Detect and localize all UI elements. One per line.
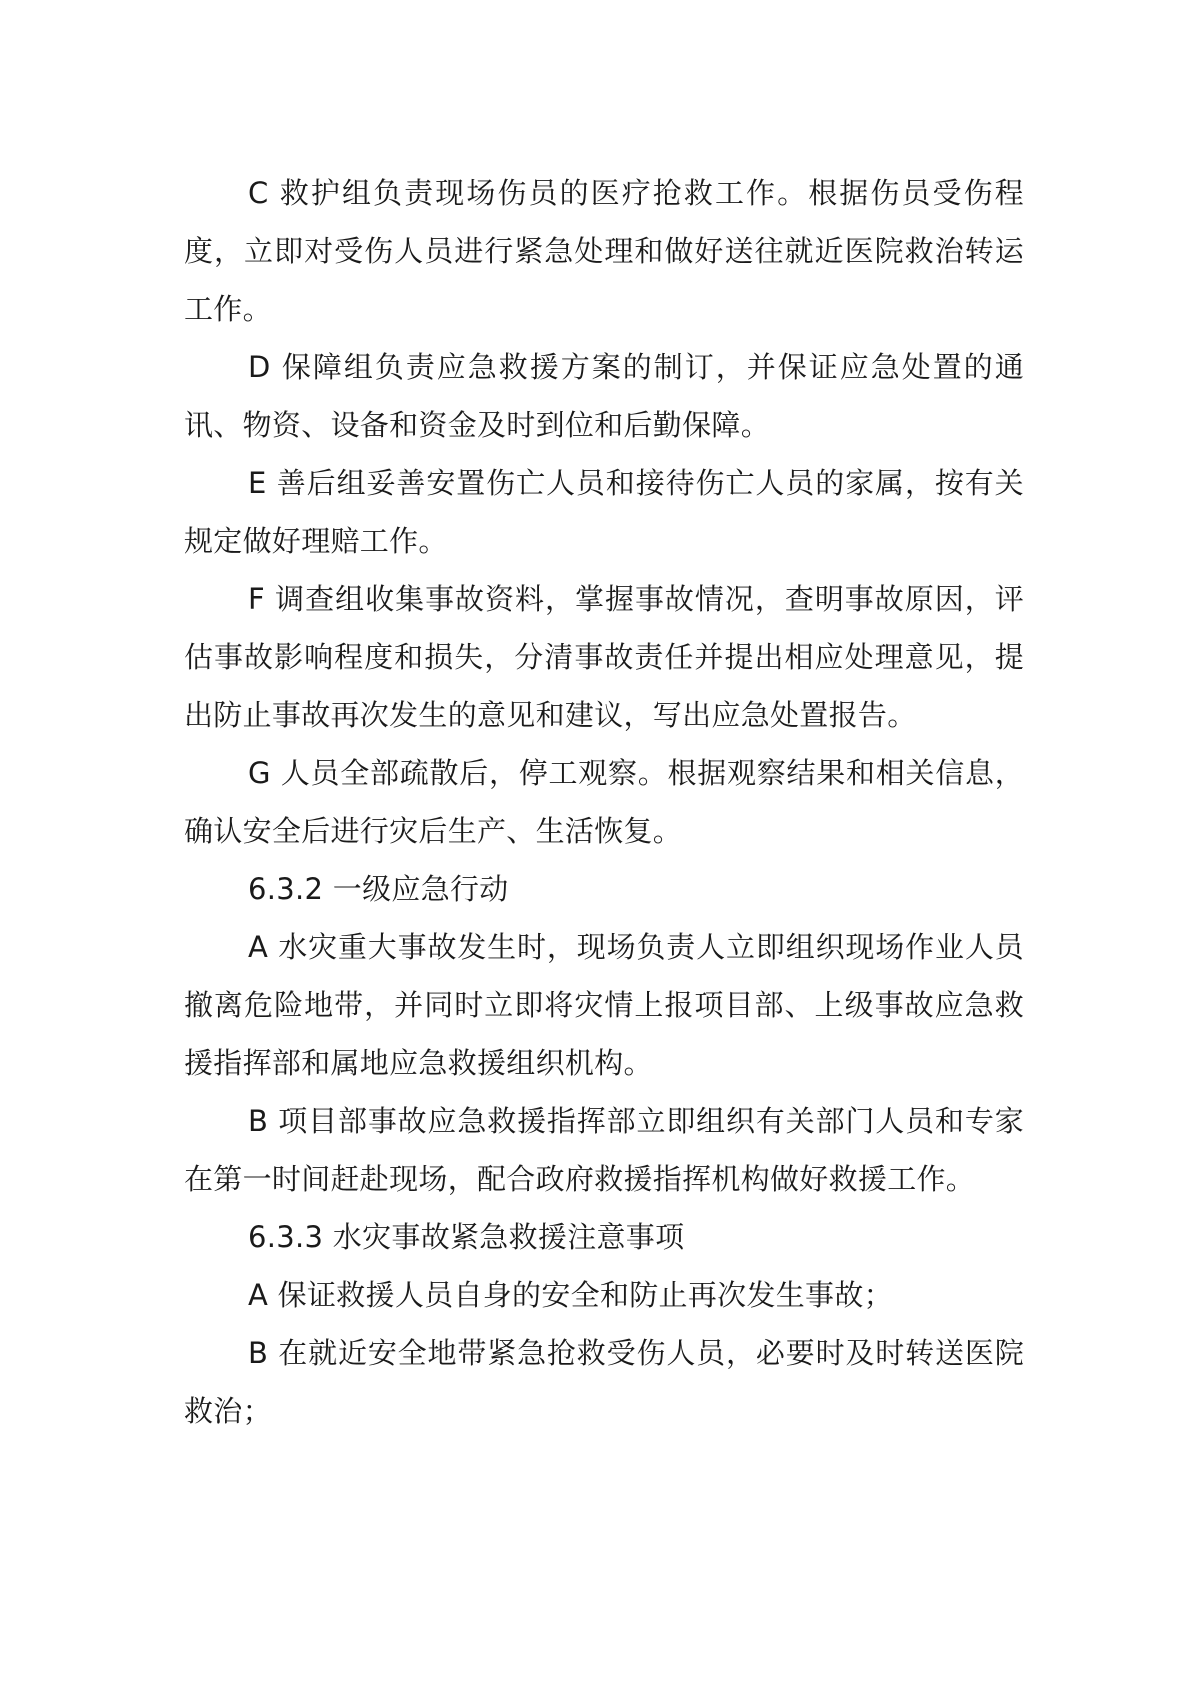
paragraph-c-rescue-group: C 救护组负责现场伤员的医疗抢救工作。根据伤员受伤程度，立即对受伤人员进行紧急处理和做好送往就近医院救治转运工作。 <box>184 176 1024 326</box>
paragraph-e-aftermath-group: E 善后组妥善安置伤亡人员和接待伤亡人员的家属，按有关规定做好理赔工作。 <box>184 466 1024 558</box>
section-heading-6-3-2: 6.3.2 一级应急行动 <box>248 872 509 906</box>
paragraph-b-treat-injured: B 在就近安全地带紧急抢救受伤人员，必要时及时转送医院救治； <box>184 1336 1024 1428</box>
paragraph-a-rescuer-safety: A 保证救援人员自身的安全和防止再次发生事故； <box>248 1278 893 1312</box>
paragraph-b-command-center: B 项目部事故应急救援指挥部立即组织有关部门人员和专家在第一时间赶赴现场，配合政府救援指挥机构做好救援工作。 <box>184 1104 1024 1196</box>
paragraph-d-support-group: D 保障组负责应急救援方案的制订，并保证应急处置的通讯、物资、设备和资金及时到位和后勤保障。 <box>184 350 1024 442</box>
section-heading-6-3-3: 6.3.3 水灾事故紧急救援注意事项 <box>248 1220 685 1254</box>
document-body <box>184 164 1024 1440</box>
paragraph-f-investigation-group: F 调查组收集事故资料，掌握事故情况，查明事故原因，评估事故影响程度和损失，分清事故责任并提出相应处理意见，提出防止事故再次发生的意见和建议，写出应急处置报告。 <box>184 582 1024 732</box>
paragraph-a-major-flood: A 水灾重大事故发生时，现场负责人立即组织现场作业人员撤离危险地带，并同时立即将灾情上报项目部、上级事故应急救援指挥部和属地应急救援组织机构。 <box>184 930 1024 1080</box>
paragraph-g-evacuation: G 人员全部疏散后，停工观察。根据观察结果和相关信息，确认安全后进行灾后生产、生活恢复。 <box>184 756 1024 848</box>
